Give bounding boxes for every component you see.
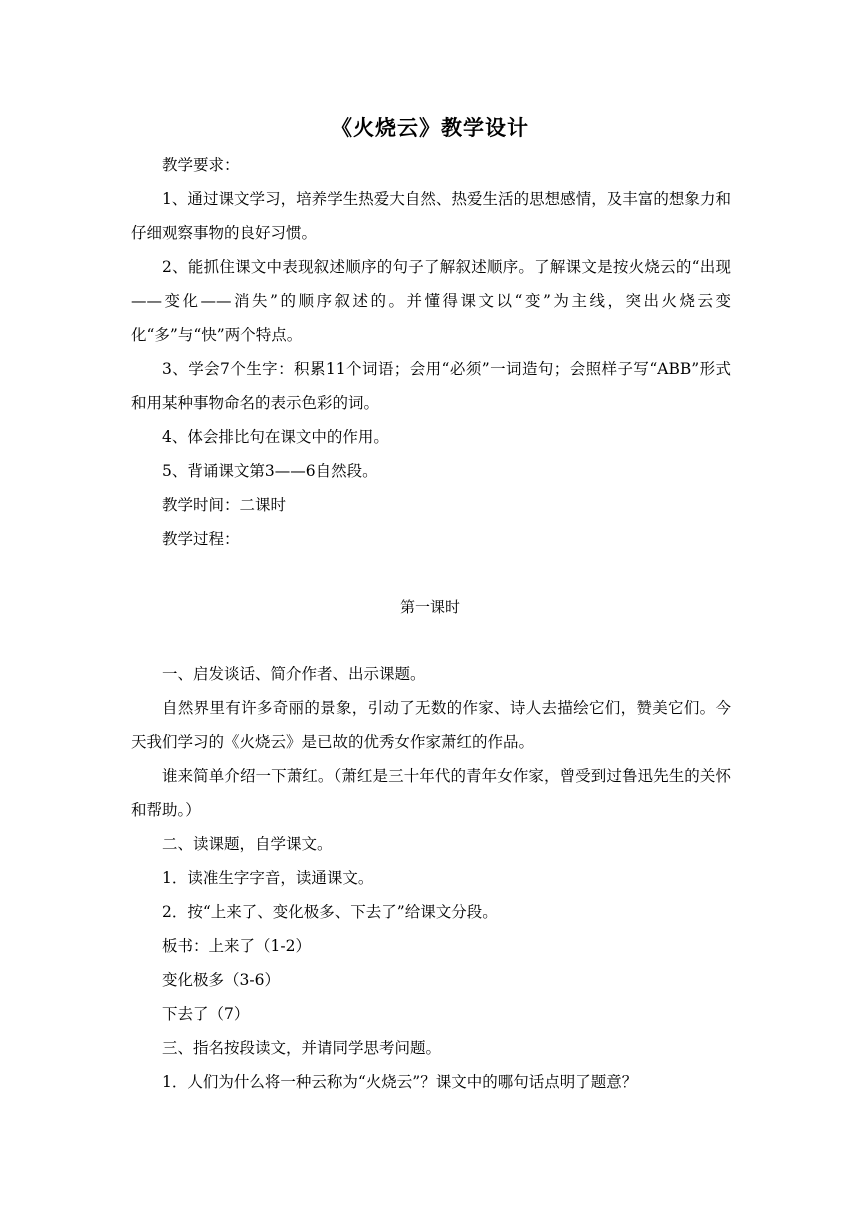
lesson-one-heading: 第一课时 <box>399 598 460 616</box>
requirements-section <box>131 148 731 556</box>
board-note-2: 变化极多（3-6） <box>162 971 280 989</box>
lesson-question-1: 1．人们为什么将一种云称为“火烧云”？课文中的哪句话点明了题意？ <box>162 1073 638 1091</box>
lesson-step-1: 一、启发谈话、简介作者、出示课题。 <box>162 665 426 683</box>
document-title: 《火烧云》教学设计 <box>331 116 529 140</box>
requirement-item-5: 5、背诵课文第3——6自然段。 <box>162 462 378 480</box>
requirement-item-2: 2、能抓住课文中表现叙述顺序的句子了解叙述顺序。了解课文是按火烧云的“出现——变化——消失”的顺序叙述的。并懂得课文以“变”为主线，突出火烧云变化“多”与“快”两个特点。 <box>131 258 731 344</box>
requirement-item-1: 1、通过课文学习，培养学生热爱大自然、热爱生活的思想感情，及丰富的想象力和仔细观察事物的良好习惯。 <box>131 190 731 242</box>
requirements-heading: 教学要求： <box>162 156 240 174</box>
lesson-step-2: 二、读课题，自学课文。 <box>162 835 333 853</box>
requirement-item-4: 4、体会排比句在课文中的作用。 <box>162 428 389 446</box>
requirement-item-3: 3、学会7个生字：积累11个词语；会用“必须”一词造句；会照样子写“ABB”形式和用某种事物命名的表示色彩的词。 <box>131 360 731 412</box>
lesson-task-2: 2．按“上来了、变化极多、下去了”给课文分段。 <box>162 903 498 921</box>
board-note-1: 板书：上来了（1-2） <box>162 937 311 955</box>
teaching-time: 教学时间：二课时 <box>162 496 287 514</box>
lesson-intro-paragraph: 自然界里有许多奇丽的景象，引动了无数的作家、诗人去描绘它们，赞美它们。今天我们学习的《火烧云》是已故的优秀女作家萧红的作品。 <box>131 699 731 751</box>
lesson-one-section <box>131 657 731 1099</box>
lesson-task-1: 1．读准生字字音，读通课文。 <box>162 869 374 887</box>
teaching-process-heading: 教学过程： <box>162 530 240 548</box>
board-note-3: 下去了（7） <box>162 1005 250 1023</box>
author-intro-paragraph: 谁来简单介绍一下萧红。（萧红是三十年代的青年女作家，曾受到过鲁迅先生的关怀和帮助。） <box>131 767 731 819</box>
lesson-step-3: 三、指名按段读文，并请同学思考问题。 <box>162 1039 442 1057</box>
